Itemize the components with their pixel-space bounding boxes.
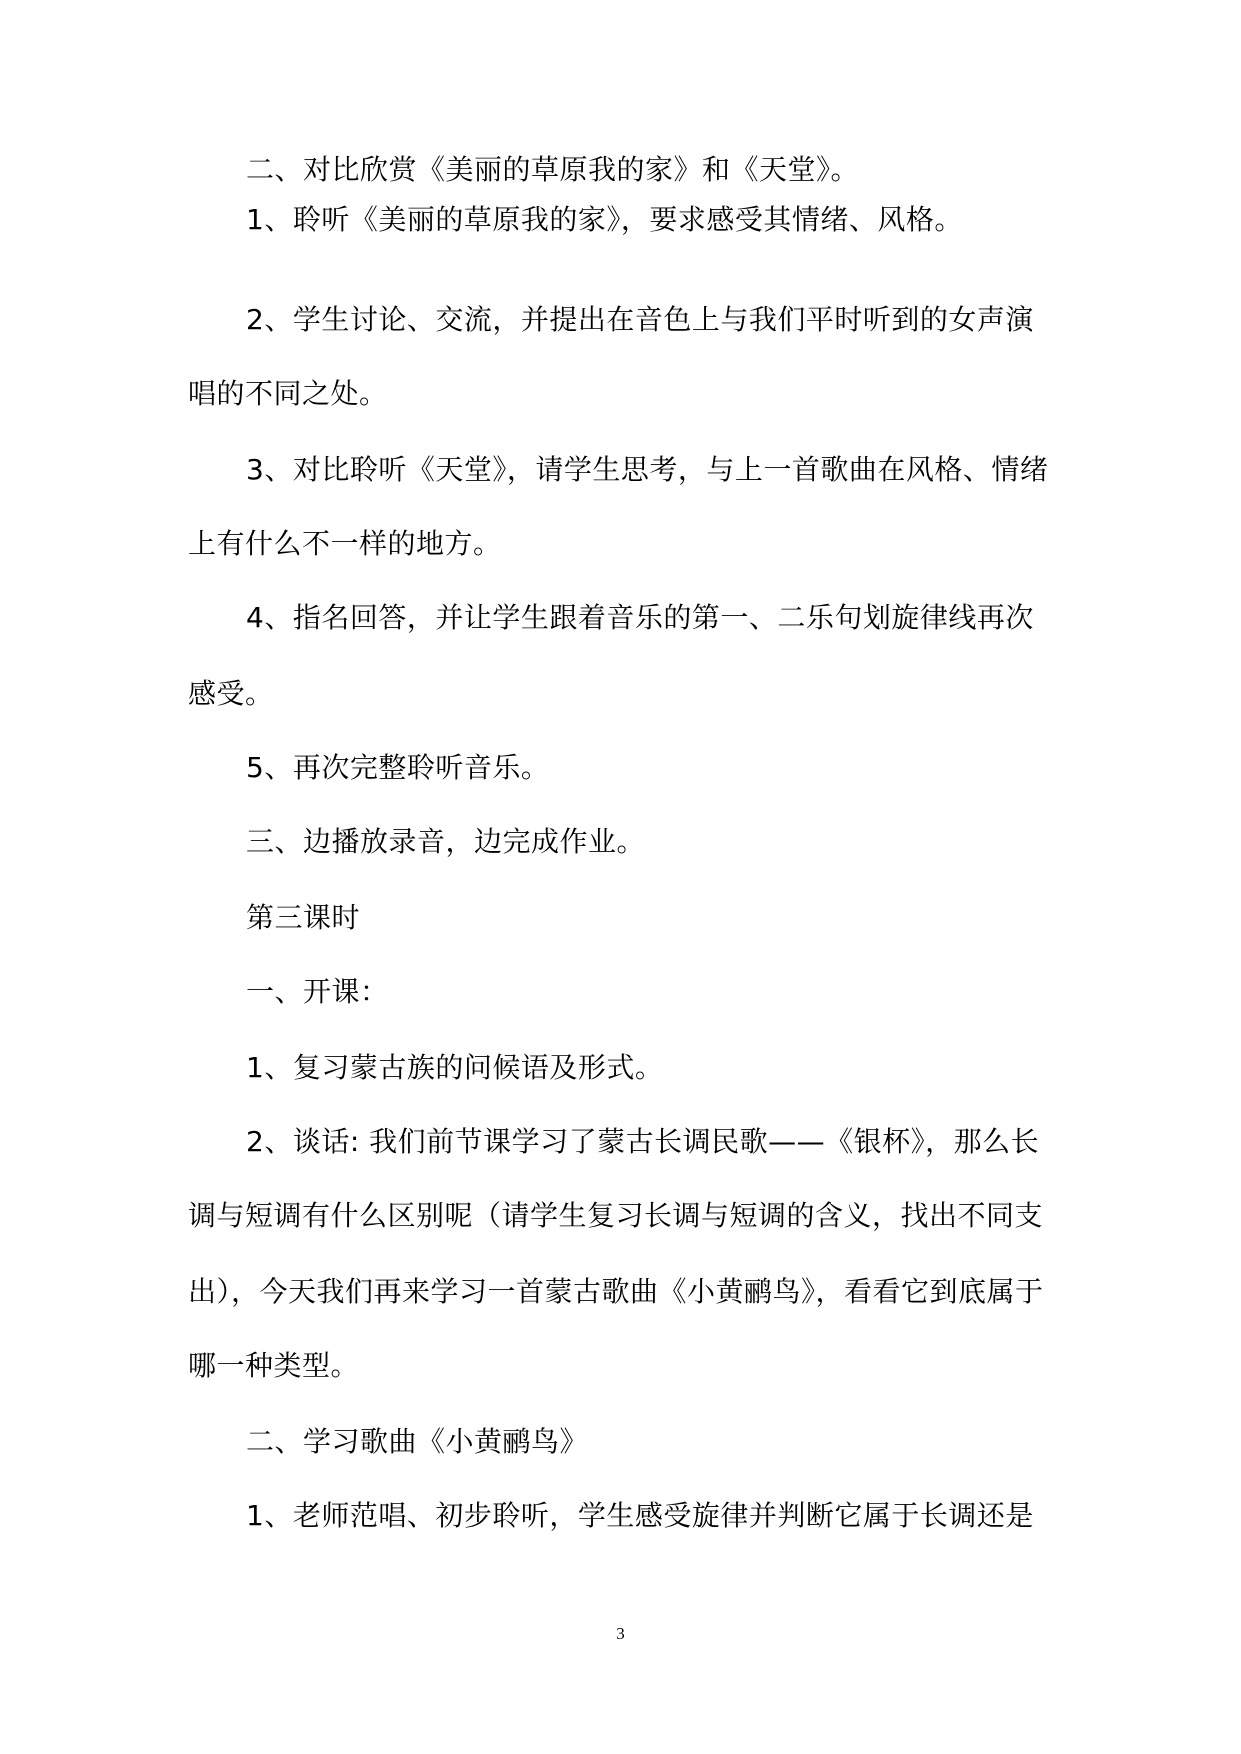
paragraph-line: 3、对比聆听《天堂》，请学生思考，与上一首歌曲在风格、情绪 (246, 453, 1049, 486)
paragraph-line: 出），今天我们再来学习一首蒙古歌曲《小黄鹂鸟》，看看它到底属于 (188, 1275, 1044, 1308)
paragraph-line: 上有什么不一样的地方。 (188, 527, 502, 560)
paragraph-line: 4、指名回答，并让学生跟着音乐的第一、二乐句划旋律线再次 (246, 601, 1034, 634)
paragraph-line: 二、学习歌曲《小黄鹂鸟》 (246, 1425, 589, 1458)
page-number: 3 (616, 1624, 625, 1643)
paragraph-line: 一、开课： (246, 975, 389, 1008)
paragraph-line: 三、边播放录音，边完成作业。 (246, 825, 646, 858)
paragraph-line: 1、复习蒙古族的问候语及形式。 (246, 1051, 664, 1084)
paragraph-line: 2、谈话: 我们前节课学习了蒙古长调民歌——《银杯》，那么长 (246, 1125, 1040, 1158)
paragraph-line: 哪一种类型。 (188, 1349, 360, 1382)
paragraph-line: 2、学生讨论、交流，并提出在音色上与我们平时听到的女声演 (246, 303, 1034, 336)
paragraph-line: 1、老师范唱、初步聆听，学生感受旋律并判断它属于长调还是 (246, 1499, 1034, 1532)
paragraph-line: 二、对比欣赏《美丽的草原我的家》和《天堂》。 (246, 153, 860, 186)
paragraph-line: 1、聆听《美丽的草原我的家》，要求感受其情绪、风格。 (246, 203, 963, 236)
section-heading: 第三课时 (246, 901, 361, 934)
paragraph-line: 5、再次完整聆听音乐。 (246, 751, 550, 784)
paragraph-line: 感受。 (188, 677, 274, 710)
paragraph-line: 调与短调有什么区别呢（请学生复习长调与短调的含义，找出不同支 (188, 1199, 1044, 1232)
paragraph-line: 唱的不同之处。 (188, 377, 388, 410)
